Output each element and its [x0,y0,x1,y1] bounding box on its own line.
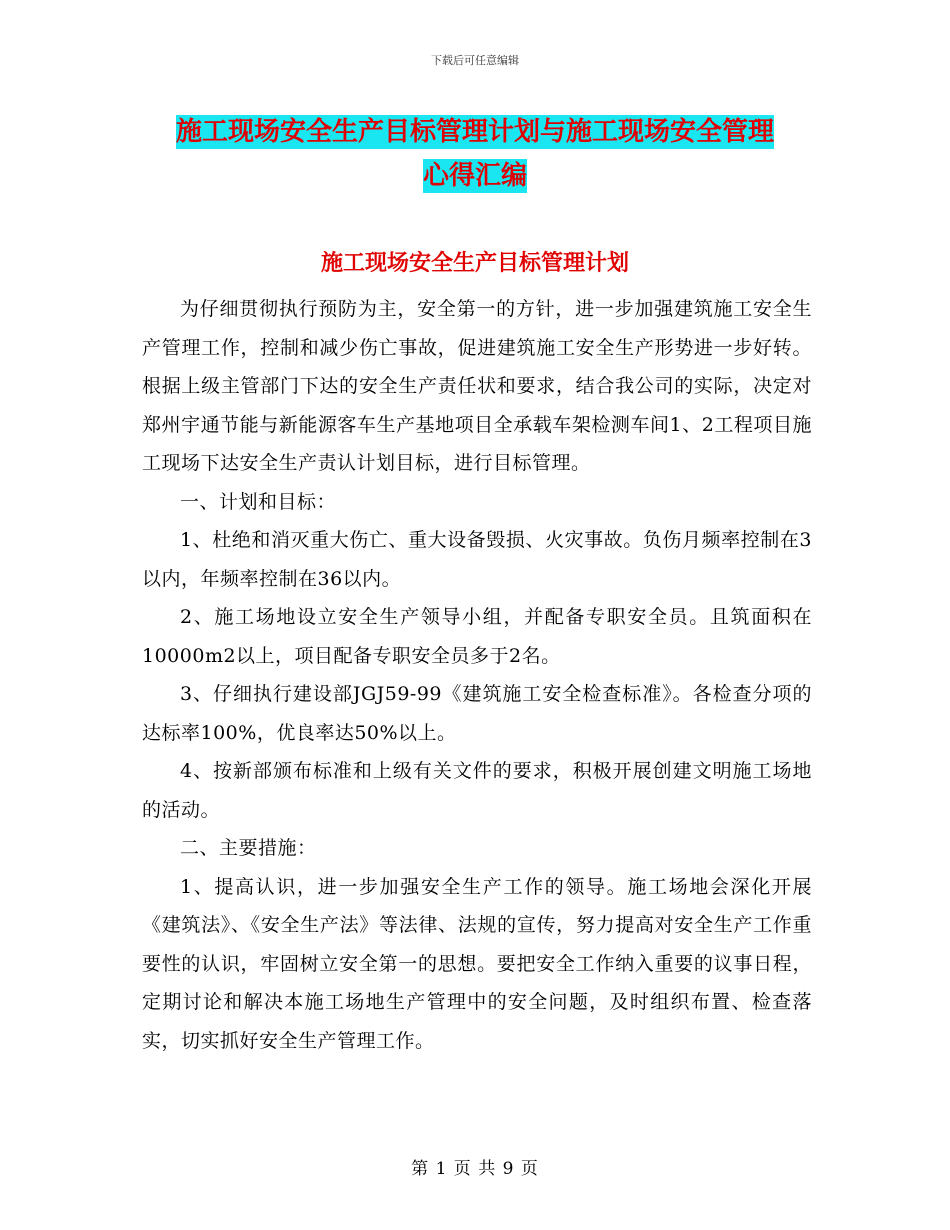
paragraph-goal-4: 4、按新部颁布标准和上级有关文件的要求，积极开展创建文明施工场地的活动。 [142,760,812,821]
header-note: 下载后可任意编辑 [431,54,519,67]
section-title: 施工现场安全生产目标管理计划 [320,251,629,276]
title-line-1: 施工现场安全生产目标管理计划与施工现场安全管理 [175,117,774,147]
heading-plan-and-goals: 一、计划和目标： [180,490,337,513]
paragraph-intro: 为仔细贯彻执行预防为主，安全第一的方针，进一步加强建筑施工安全生产管理工作，控制和减少伤亡事故，促进建筑施工安全生产形势进一步好转。根据上级主管部门下达的安全生产责任状和要求，结合我公司的实际，决定对郑州宇通节能与新能源客车生产基地项目全承载车架检测车间1、2工程项目施工现场下达安全生产责认计划目标，进行目标管理。 [142,298,812,474]
paragraph-goal-1: 1、杜绝和消灭重大伤亡、重大设备毁损、火灾事故。负伤月频率控制在3以内，年频率控制在36以内。 [142,529,812,590]
paragraph-goal-2: 2、施工场地设立安全生产领导小组，并配备专职安全员。且筑面积在10000m2以上，项目配备专职安全员多于2名。 [142,606,812,667]
heading-main-measures: 二、主要措施： [180,837,317,859]
document-title [0,110,950,198]
page-footer: 第 1 页 共 9 页 [411,1159,539,1179]
title-line-2: 心得汇编 [422,161,527,191]
body-content [142,290,812,1060]
paragraph-measure-1: 1、提高认识，进一步加强安全生产工作的领导。施工场地会深化开展《建筑法》、《安全生产法》等法律、法规的宣传，努力提高对安全生产工作重要性的认识，牢固树立安全第一的思想。要把安全工作纳入重要的议事日程，定期讨论和解决本施工场地生产管理中的安全问题，及时组织布置、检查落实，切实抓好安全生产管理工作。 [142,875,812,1052]
paragraph-goal-3: 3、仔细执行建设部JGJ59-99《建筑施工安全检查标准》。各检查分项的达标率100%，优良率达50%以上。 [142,683,812,744]
